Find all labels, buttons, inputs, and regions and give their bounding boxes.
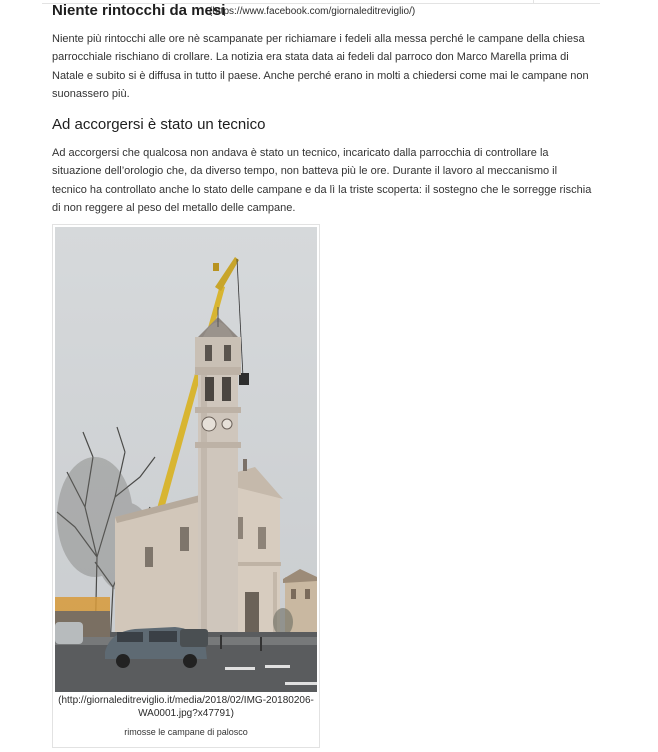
article-figure: [52, 224, 320, 748]
top-divider-tick: [533, 0, 534, 4]
article-paragraph-1: Niente più rintocchi alle ore nè scampanate per richiamare i fedeli alla messa perché le campane della chiesa parrocchiale rischiano di crollare. La notizia era stata data ai fedeli dal parroco don Marco Marella prima di Natale e subito si è diffusa in tutto il paese. Anche perché erano in molti a chiedersi come mai le campane non suonassero più.: [52, 33, 589, 100]
heading-tecnico: Ad accorgersi è stato un tecnico: [52, 116, 266, 133]
image-source-link[interactable]: (http://giornaleditreviglio.it/media/2018/02/IMG-20180206-WA0001.jpg?x47791): [58, 695, 314, 719]
facebook-source-link[interactable]: (https://www.facebook.com/giornaleditreviglio/): [209, 6, 416, 17]
heading-niente-rintocchi: Niente rintocchi da mesi: [52, 2, 226, 19]
church-crane-photo[interactable]: [55, 227, 317, 692]
article-paragraph-2: Ad accorgersi che qualcosa non andava è stato un tecnico, incaricato dalla parrocchia di controllare la situazione dell’orologio che, da diverso tempo, non batteva più le ore. Durante il lavoro al meccanismo il tecnico ha controllato anche lo stato delle campane e da lì la triste scoperta: il sostegno che le sorregge rischia di non reggere al peso del metallo delle campane.: [52, 147, 592, 214]
image-caption: rimosse le campane di palosco: [124, 727, 248, 737]
